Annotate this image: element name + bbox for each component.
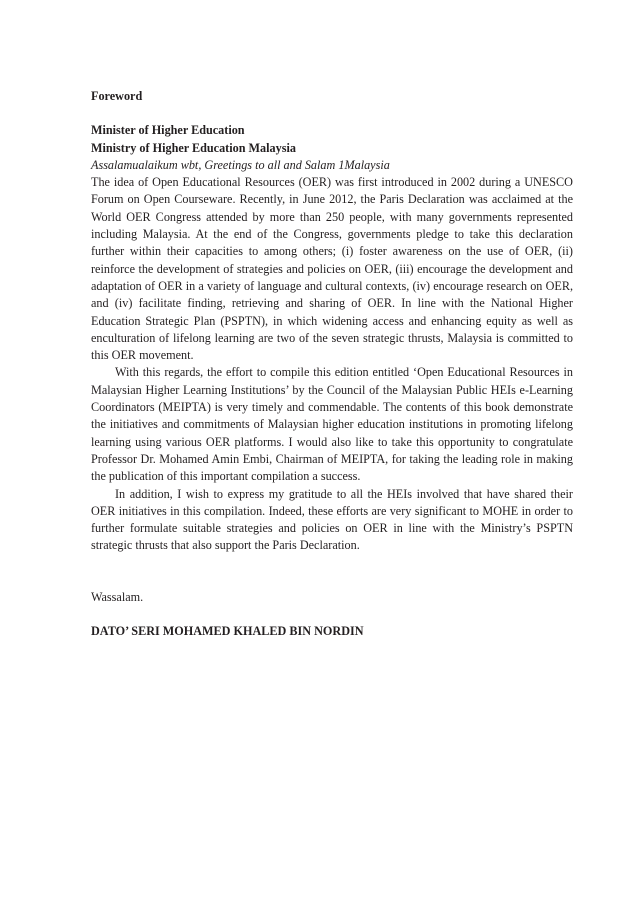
foreword-page	[91, 88, 573, 640]
paragraph-1: The idea of Open Educational Resources (OER) was first introduced in 2002 during a UNESCO Forum on Open Courseware. Recently, in June 2012, the Paris Declaration was acclaimed at the World OER Congress attended by more than 250 people, with many governments represented including Malaysia. At the end of the Congress, governments pledge to take this declaration further within their capacities to among others; (i) foster awareness on the use of OER, (ii) reinforce the development of strategies and policies on OER, (iii) encourage the development and adaptation of OER in a variety of language and cultural contexts, (iv) encourage research on OER, and (iv) facilitate finding, retrieving and sharing of OER. In line with the National Higher Education Strategic Plan (PSPTN), in which widening access and enhancing equity as well as enculturation of lifelong learning are two of the seven strategic thrusts, Malaysia is committed to this OER movement.	[91, 175, 573, 363]
greeting-line: Assalamualaikum wbt, Greetings to all and Salam 1Malaysia	[91, 157, 390, 172]
paragraph-2: With this regards, the effort to compile this edition entitled ‘Open Educational Resources in Malaysian Higher Learning Institutions’ by the Council of the Malaysian Public HEIs e-Learning Coordinators (MEIPTA) is very timely and commendable. The contents of this book demonstrate the initiatives and commitments of Malaysian higher education institutions in promoting lifelong learning using various OER platforms. I would also like to take this opportunity to congratulate Professor Dr. Mohamed Amin Embi, Chairman of MEIPTA, for taking the leading role in making the publication of this important compilation a success.	[91, 365, 573, 484]
closing-line: Wassalam.	[91, 589, 144, 604]
page-title: Foreword	[91, 89, 143, 103]
paragraph-3: In addition, I wish to express my gratitude to all the HEIs involved that have shared their OER initiatives in this compilation. Indeed, these efforts are very significant to MOHE in order to further formulate suitable strategies and policies on OER in line with the Ministry’s PSPTN strategic thrusts that also support the Paris Declaration.	[91, 486, 573, 553]
signature-name: DATO’ SERI MOHAMED KHALED BIN NORDIN	[91, 624, 364, 639]
author-title-line-2: Ministry of Higher Education Malaysia	[91, 140, 296, 155]
author-title-line-1: Minister of Higher Education	[91, 123, 245, 138]
author-title-block	[91, 122, 573, 157]
